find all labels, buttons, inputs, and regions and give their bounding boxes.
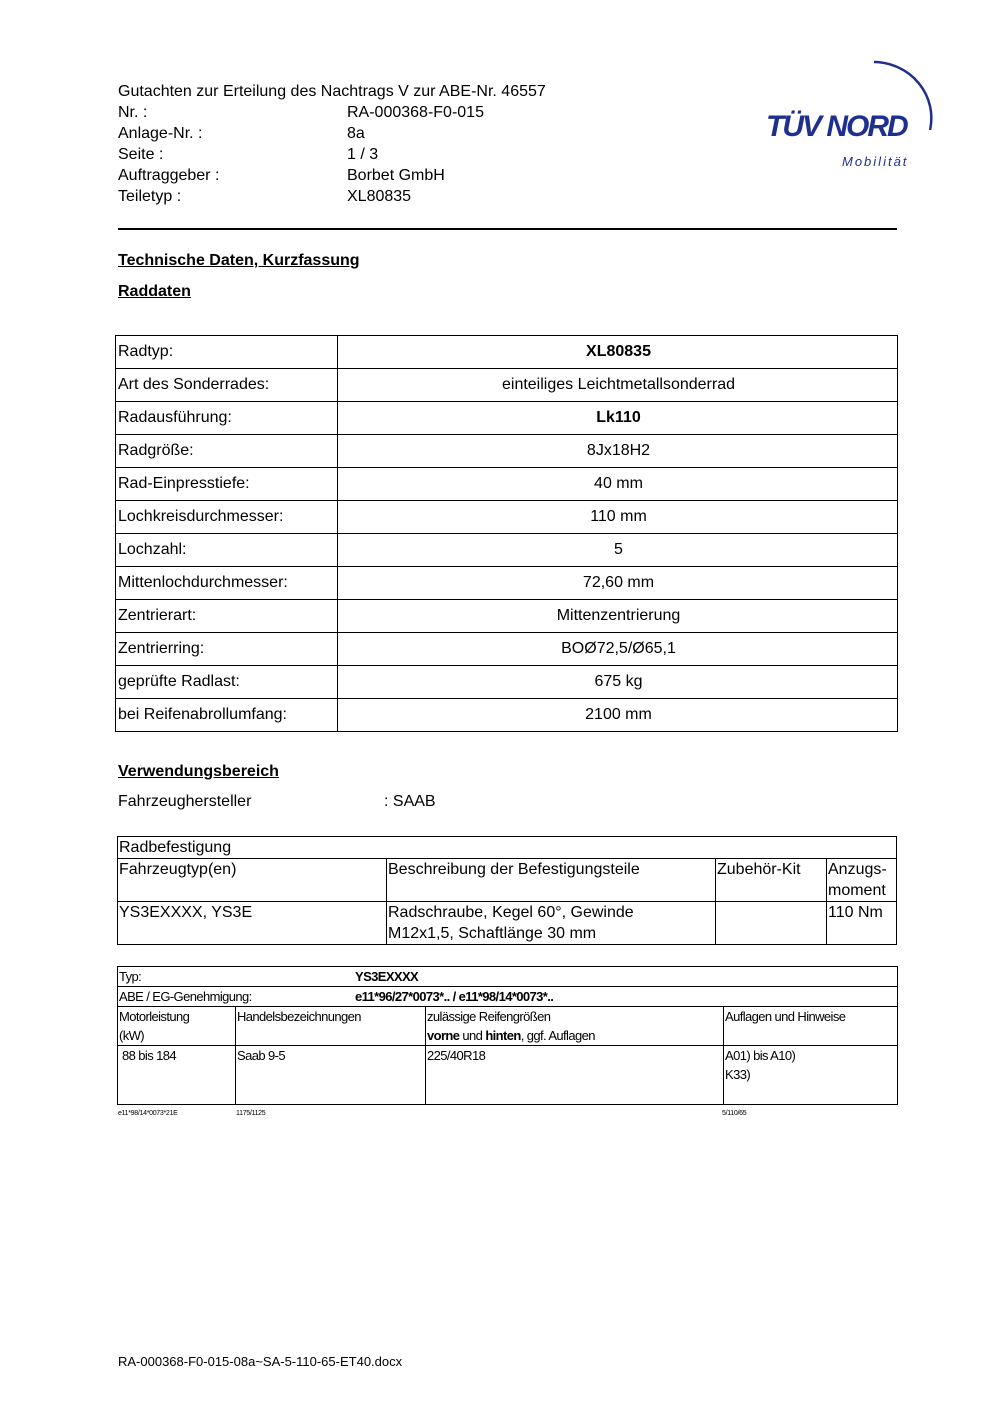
typ-value: YS3EXXXX [355,969,419,984]
footnote-approval: e11*98/14*0073*21E [118,1110,178,1117]
wheel-field-value: XL80835 [338,336,898,369]
header-row-teiletyp [118,186,546,207]
wheel-field-label: Lochkreisdurchmesser: [116,501,338,534]
header-value: 1 / 3 [347,146,379,163]
section-wheel-title: Raddaten [118,283,191,300]
wheel-field-value: 110 mm [338,501,898,534]
table-row [116,633,898,666]
header-value: XL80835 [347,188,412,205]
logo-brand: TÜV NORD [766,110,907,143]
table-row [116,336,898,369]
header-auflagen: Auflagen und Hinweise [724,1007,898,1046]
section-technical-title: Technische Daten, Kurzfassung [118,252,360,269]
header-tires-und: und [459,1028,486,1043]
wheel-field-label: Zentrierring: [116,633,338,666]
header-value: RA-000368-F0-015 [347,104,484,121]
header-value: Borbet GmbH [347,167,445,184]
abe-row [118,987,898,1007]
wheel-fixing-table [117,836,897,945]
header-row-nr [118,102,546,123]
fixing-desc: Radschraube, Kegel 60°, Gewinde M12x1,5, Schaftlänge 30 mm [387,902,716,945]
wheel-field-label: geprüfte Radlast: [116,666,338,699]
manufacturer-value: : SAAB [384,793,436,810]
wheel-field-label: Mittenlochdurchmesser: [116,567,338,600]
fixing-title: Radbefestigung [118,837,897,859]
footnote-pcd: 5/110/65 [722,1110,747,1117]
wheel-field-value: 2100 mm [338,699,898,732]
logo-subtitle: Mobilität [842,154,909,169]
report-title: Gutachten zur Erteilung des Nachtrags V zur ABE-Nr. 46557 [118,83,546,100]
wheel-field-value: 40 mm [338,468,898,501]
row-tire: 225/40R18 [426,1046,724,1105]
header-tires-vorne: vorne [427,1028,460,1043]
wheel-field-label: Lochzahl: [116,534,338,567]
wheel-data-table [115,335,898,732]
fixing-header-types: Fahrzeugtyp(en) [118,859,387,902]
wheel-field-label: bei Reifenabrollumfang: [116,699,338,732]
table-row [116,369,898,402]
fixing-header-kit: Zubehör-Kit [716,859,827,902]
wheel-field-label: Art des Sonderrades: [116,369,338,402]
document-header [118,81,546,207]
header-label: Nr. : [118,104,148,121]
fixing-header-torque: Anzugs- moment [827,859,897,902]
table-row [116,600,898,633]
wheel-field-value: Lk110 [338,402,898,435]
fixing-header-row [118,859,897,902]
header-tires-line1: zulässige Reifengrößen [427,1009,551,1024]
header-tires-hinten: hinten [485,1028,521,1043]
fixing-types: YS3EXXXX, YS3E [118,902,387,945]
header-row-anlage [118,123,546,144]
wheel-field-label: Rad-Einpresstiefe: [116,468,338,501]
manufacturer-line [118,793,436,811]
header-label: Auftraggeber : [118,167,220,184]
header-motor: Motorleistung (kW) [118,1007,236,1046]
table-row [116,468,898,501]
header-label: Seite : [118,146,164,163]
table-row [116,501,898,534]
abe-label: ABE / EG-Genehmigung: [119,989,252,1004]
table-row [118,1046,898,1105]
fixing-kit [716,902,827,945]
header-tires-rest: , ggf. Auflagen [520,1028,595,1043]
typ-row [118,967,898,987]
wheel-field-label: Radausführung: [116,402,338,435]
table-row [118,902,897,945]
typ-header-row [118,1007,898,1046]
footnote-load: 1175/1125 [236,1110,266,1117]
abe-value: e11*96/27*0073*.. / e11*98/14*0073*.. [355,989,554,1004]
header-row-seite [118,144,546,165]
header-row-auftraggeber [118,165,546,186]
row-auflagen: A01) bis A10) K33) [724,1046,898,1105]
fixing-torque: 110 Nm [827,902,897,945]
wheel-field-value: 72,60 mm [338,567,898,600]
table-row [116,666,898,699]
header-tires [426,1007,724,1046]
wheel-field-value: 675 kg [338,666,898,699]
tuv-nord-logo [762,58,942,173]
table-row [116,435,898,468]
wheel-field-value: 5 [338,534,898,567]
vehicle-type-table [117,966,898,1105]
table-row [116,699,898,732]
wheel-field-label: Zentrierart: [116,600,338,633]
header-value: 8a [347,125,365,142]
row-motor: 88 bis 184 [118,1046,236,1105]
fixing-header-desc: Beschreibung der Befestigungsteile [387,859,716,902]
wheel-field-label: Radtyp: [116,336,338,369]
wheel-field-value: BOØ72,5/Ø65,1 [338,633,898,666]
file-name-footer: RA-000368-F0-015-08a~SA-5-110-65-ET40.docx [118,1354,403,1369]
typ-label: Typ: [119,969,142,984]
wheel-field-value: Mittenzentrierung [338,600,898,633]
wheel-field-label: Radgröße: [116,435,338,468]
table-row [116,534,898,567]
manufacturer-label: Fahrzeughersteller [118,793,252,810]
header-label: Anlage-Nr. : [118,125,203,142]
wheel-field-value: 8Jx18H2 [338,435,898,468]
header-handel: Handelsbezeichnungen [236,1007,426,1046]
row-handel: Saab 9-5 [236,1046,426,1105]
table-row [116,567,898,600]
table-row [116,402,898,435]
section-usage-title: Verwendungsbereich [118,763,279,780]
wheel-field-value: einteiliges Leichtmetallsonderrad [338,369,898,402]
header-label: Teiletyp : [118,188,182,205]
header-divider [118,228,897,230]
